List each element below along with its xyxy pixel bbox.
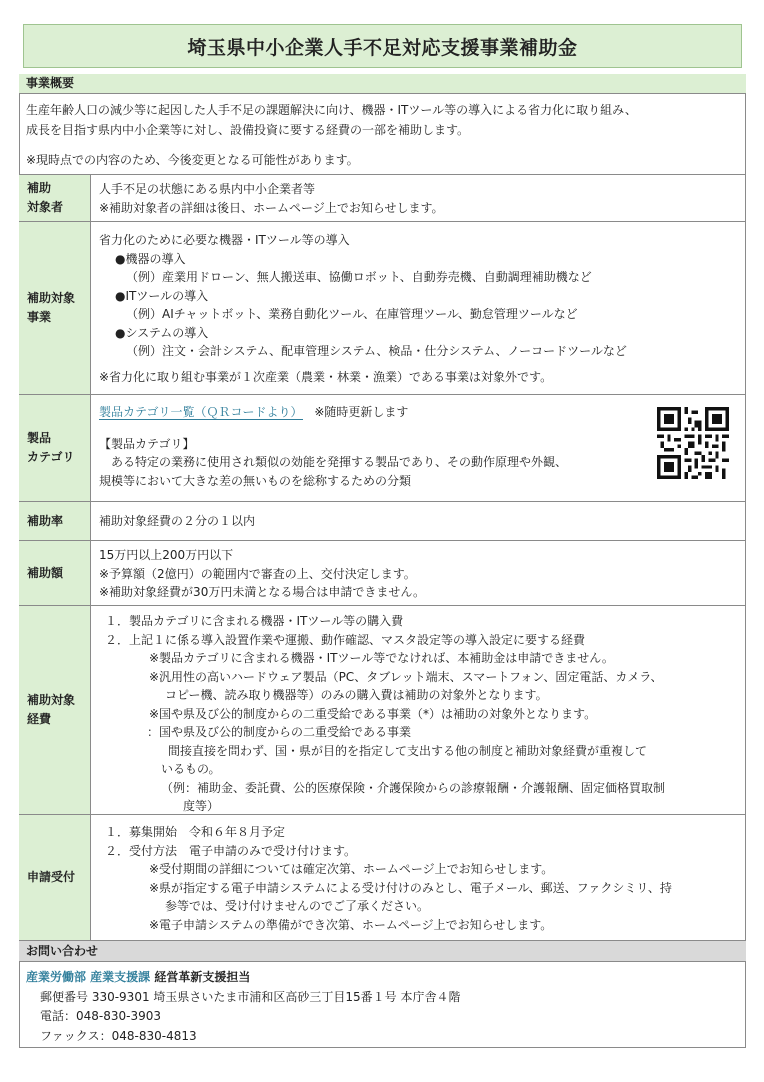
rate-text: 補助対象経費の２分の１以内 bbox=[99, 514, 256, 528]
category-list-link[interactable]: 製品カテゴリ一覧（ＱＲコードより） bbox=[99, 405, 303, 419]
contact-department: 産業労働部 産業支援課 bbox=[26, 970, 151, 984]
projects-example: （例）産業用ドローン、無人搬送車、協働ロボット、自動券売機、自動調理補助機など bbox=[126, 270, 592, 284]
application-note: 参等では、受け付けませんのでご了承ください。 bbox=[165, 899, 430, 913]
qr-code-icon[interactable] bbox=[657, 407, 729, 479]
application-note: ※受付期間の詳細については確定次第、ホームページ上でお知らせします。 bbox=[149, 862, 554, 876]
projects-note: ※省力化に取り組む事業が１次産業（農業・林業・漁業）である事業は対象外です。 bbox=[99, 369, 553, 384]
expenses-label: 補助対象 経費 bbox=[19, 606, 91, 814]
expenses-note: コピー機、読み取り機器等）のみの購入費は補助の対象外となります。 bbox=[165, 688, 548, 702]
target-row bbox=[19, 174, 746, 221]
contact-section-name: 経営革新支援担当 bbox=[154, 970, 251, 984]
overview-note: ※現時点での内容のため、今後変更となる可能性があります。 bbox=[26, 153, 359, 167]
category-desc-line: ある特定の業務に使用され類似の効能を発揮する製品であり、その動作原理や外観、 bbox=[111, 455, 568, 469]
contact-fax: ファックス：048-830-4813 bbox=[40, 1028, 197, 1043]
expenses-item: １．製品カテゴリに含まれる機器・ITツール等の購入費 bbox=[105, 614, 404, 628]
contact-phone: 電話：048-830-3903 bbox=[40, 1009, 162, 1023]
overview-line: 生産年齢人口の減少等に起因した人手不足の課題解決に向け、機器・ITツール等の導入による省力化に取り組み、 bbox=[26, 103, 637, 117]
projects-bullet: ●機器の導入 bbox=[115, 251, 186, 266]
amount-row bbox=[19, 540, 746, 605]
application-note: ※県が指定する電子申請システムによる受け付けのみとし、電子メール、郵送、ファクシミリ、持 bbox=[149, 880, 672, 895]
projects-label: 補助対象 事業 bbox=[19, 222, 91, 394]
page-title: 埼玉県中小企業人手不足対応支援事業補助金 bbox=[187, 36, 578, 59]
application-note: ※電子申請システムの準備ができ次第、ホームページ上でお知らせします。 bbox=[149, 917, 553, 932]
contact-address: 郵便番号 330-9301 埼玉県さいたま市浦和区高砂三丁目15番１号 本庁舎４階 bbox=[40, 989, 461, 1004]
amount-line: 15万円以上200万円以下 bbox=[99, 548, 234, 562]
expenses-note: ※製品カテゴリに含まれる機器・ITツール等でなければ、本補助金は申請できません。 bbox=[149, 651, 614, 665]
amount-note: ※補助対象経費が30万円未満となる場合は申請できません。 bbox=[99, 585, 426, 599]
application-item: １．募集開始 令和６年８月予定 bbox=[105, 825, 286, 839]
overview-header: 事業概要 bbox=[19, 74, 746, 94]
contact-section bbox=[19, 940, 746, 1048]
projects-example: （例）注文・会計システム、配車管理システム、検品・仕分システム、ノーコードツールなど bbox=[126, 344, 627, 358]
application-label: 申請受付 bbox=[19, 815, 91, 940]
category-row bbox=[19, 394, 746, 501]
expenses-footnote: 度等） bbox=[183, 799, 220, 813]
projects-bullet: ●ITツールの導入 bbox=[115, 288, 209, 303]
expenses-footnote: いるもの。 bbox=[161, 762, 221, 776]
expenses-row bbox=[19, 605, 746, 814]
contact-header: お問い合わせ bbox=[19, 941, 746, 962]
category-desc-line: 規模等において大きな差の無いものを総称するための分類 bbox=[99, 473, 412, 488]
expenses-note: ※国や県及び公的制度からの二重受給である事業（*）は補助の対象外となります。 bbox=[149, 706, 597, 721]
overview-section bbox=[19, 74, 746, 172]
projects-row bbox=[19, 221, 746, 394]
overview-line: 成長を目指す県内中小企業等に対し、設備投資に要する経費の一部を補助します。 bbox=[26, 123, 470, 137]
expenses-footnote: ：国や県及び公的制度からの二重受給である事業 bbox=[147, 725, 412, 739]
target-note: ※補助対象者の詳細は後日、ホームページ上でお知らせします。 bbox=[99, 200, 444, 215]
projects-bullet: ●システムの導入 bbox=[115, 325, 209, 340]
category-update-note: ※随時更新します bbox=[314, 405, 409, 419]
category-heading: 【製品カテゴリ】 bbox=[99, 436, 195, 451]
category-label: 製品 カテゴリ bbox=[19, 395, 91, 501]
rate-row bbox=[19, 501, 746, 540]
page-title-box bbox=[23, 24, 742, 68]
projects-line: 省力化のために必要な機器・ITツール等の導入 bbox=[99, 233, 350, 247]
amount-label: 補助額 bbox=[19, 541, 91, 605]
expenses-item: ２．上記１に係る導入設置作業や運搬、動作確認、マスタ設定等の導入設定に要する経費 bbox=[105, 632, 586, 647]
expenses-footnote: （例：補助金、委託費、公的医療保険・介護保険からの診療報酬・介護報酬、固定価格買取制 bbox=[161, 780, 666, 795]
rate-label: 補助率 bbox=[19, 502, 91, 540]
target-label: 補助 対象者 bbox=[19, 175, 91, 221]
application-row bbox=[19, 814, 746, 940]
expenses-note: ※汎用性の高いハードウェア製品（PC、タブレット端末、スマートフォン、固定電話、カメラ、 bbox=[149, 669, 663, 684]
projects-example: （例）AIチャットボット、業務自動化ツール、在庫管理ツール、勤怠管理ツールなど bbox=[126, 307, 578, 321]
amount-note: ※予算額（2億円）の範囲内で審査の上、交付決定します。 bbox=[99, 566, 416, 581]
expenses-footnote: 間接直接を問わず、国・県が目的を指定して支出する他の制度と補助対象経費が重複して bbox=[168, 743, 648, 758]
application-item: ２．受付方法 電子申請のみで受け付けます。 bbox=[105, 843, 357, 858]
target-line: 人手不足の状態にある県内中小企業者等 bbox=[99, 182, 316, 196]
